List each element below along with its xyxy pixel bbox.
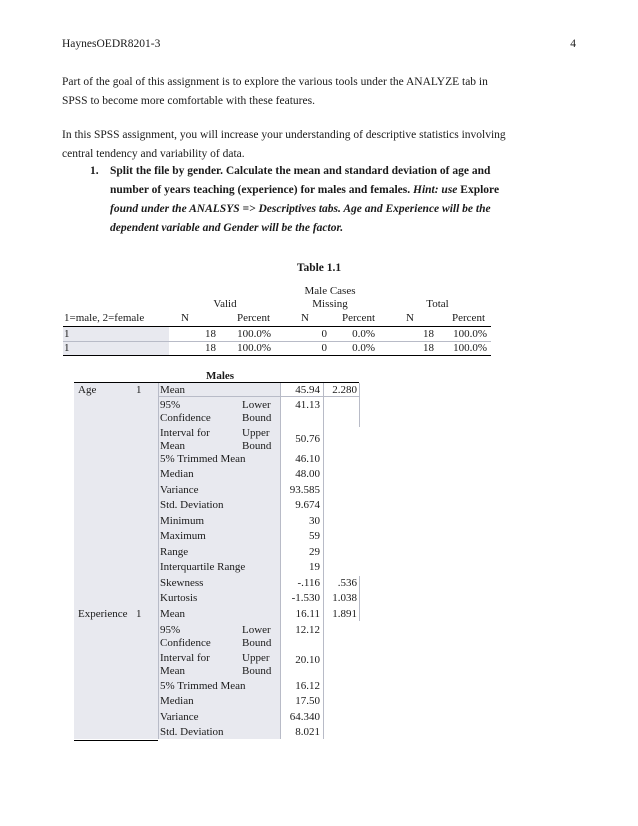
page-number: 4 [570,38,576,50]
cell-value: 100.0% [237,328,271,340]
variable-age: Age [78,384,97,396]
stat-value: 64.340 [289,711,320,723]
ci-upper-label: Bound [242,440,272,452]
cell-value: 18 [423,328,434,340]
intro-line-2: SPSS to become more comfortable with these features. [62,95,315,107]
ci-upper-label: Bound [242,665,272,677]
ci-lower-label: Bound [242,637,272,649]
stat-value: 8.021 [295,726,320,738]
intro-line-1: Part of the goal of this assignment is to explore the various tools under the ANALYZE tab in [62,76,488,88]
column-divider [359,606,360,621]
cell-value: 18 [423,342,434,354]
ci-lower-label: Lower [242,624,271,636]
cell-value: 0 [321,342,327,354]
stat-label: 5% Trimmed Mean [160,680,246,692]
table-top-rule [74,382,359,383]
stat-value: 45.94 [295,384,320,396]
stat-label: Kurtosis [160,592,198,604]
ci-label: Interval for [160,427,210,439]
stat-label: Variance [160,711,199,723]
stat-se: 2.280 [332,384,357,396]
stat-label: Maximum [160,530,206,542]
row-label: 1 [64,342,70,354]
stat-value: 16.11 [295,608,320,620]
stat-value: 48.00 [295,468,320,480]
stat-label: Skewness [160,577,204,589]
ci-label: Mean [160,665,186,677]
cell-value: 0 [321,328,327,340]
group-age: 1 [136,384,142,396]
stat-se: 1.038 [332,592,357,604]
ci-lower-value: 12.12 [295,624,320,636]
subheader-percent: Percent [342,312,375,324]
stat-label: Variance [160,484,199,496]
second-line-2: central tendency and variability of data. [62,148,245,160]
ci-upper-value: 20.10 [295,654,320,666]
hint-line-2-b: tabs. Age and Experience will be the [318,203,491,215]
variable-experience: Experience [78,608,128,620]
ci-lower-label: Bound [242,412,272,424]
stat-label: Median [160,695,194,707]
row-label: 1 [64,328,70,340]
task-line-2: number of years teaching (experience) for males and females. [110,184,411,196]
column-divider [280,383,281,739]
stat-label: Range [160,546,189,558]
cell-value: 18 [205,342,216,354]
stat-value: 59 [309,530,320,542]
stat-mean: Mean [160,608,186,620]
group-total: Total [426,298,449,310]
second-line-1: In this SPSS assignment, you will increase your understanding of descriptive statistics involving [62,129,506,141]
ci-lower-label: Lower [242,399,271,411]
stat-se: .536 [337,577,357,589]
table-caption: Table 1.1 [296,262,342,274]
stat-se: 1.891 [332,608,357,620]
stat-label: Median [160,468,194,480]
subheader-n: N [301,312,309,324]
stat-value: 30 [309,515,320,527]
ci-label: Mean [160,440,186,452]
stat-value: 9.674 [295,499,320,511]
stat-value: 93.585 [289,484,320,496]
column-divider [158,383,159,739]
group-title: Male Cases [304,285,356,297]
ci-label: Confidence [160,412,211,424]
subheader-n: N [181,312,189,324]
stat-value: 16.12 [295,680,320,692]
task-number: 1. [90,165,99,177]
hint-label: Hint: use [413,184,458,196]
ci-label: 95% [160,399,181,411]
males-title: Males [205,370,235,382]
stat-label: Minimum [160,515,205,527]
stat-label: Std. Deviation [160,726,224,738]
ci-upper-label: Upper [242,652,270,664]
ci-upper-value: 50.76 [295,433,320,445]
cell-value: 100.0% [453,342,487,354]
ci-label: 95% [160,624,181,636]
group-experience: 1 [136,608,142,620]
stat-value: 46.10 [295,453,320,465]
task-line-1: Split the file by gender. Calculate the mean and standard deviation of age and [110,165,491,177]
cell-value: 0.0% [352,328,375,340]
stat-label: Std. Deviation [160,499,224,511]
stat-value: 17.50 [295,695,320,707]
stat-value: 19 [309,561,320,573]
variable-column-shade [74,383,158,739]
ci-label: Confidence [160,637,211,649]
stat-label: Interquartile Range [160,561,246,573]
stat-value: 29 [309,546,320,558]
column-divider [323,383,324,739]
row-header: 1=male, 2=female [64,312,145,324]
subheader-n: N [406,312,414,324]
stat-value: -1.530 [291,592,320,604]
subheader-percent: Percent [452,312,485,324]
cell-value: 0.0% [352,342,375,354]
running-head: HaynesOEDR8201-3 [62,38,161,50]
ci-upper-label: Upper [242,427,270,439]
ci-label: Interval for [160,652,210,664]
group-valid: Valid [213,298,237,310]
cell-value: 100.0% [237,342,271,354]
column-divider [359,576,360,606]
cell-value: 100.0% [453,328,487,340]
column-divider [359,383,360,427]
group-missing: Missing [312,298,348,310]
cell-value: 18 [205,328,216,340]
hint-line-2-a: found under the ANALSYS => Descriptives [110,203,316,215]
stat-mean: Mean [160,384,186,396]
hint-line-3: dependent variable and Gender will be the factor. [110,222,344,234]
table-bottom-rule [74,740,158,741]
ci-lower-value: 41.13 [295,399,320,411]
subheader-percent: Percent [237,312,270,324]
stat-label: 5% Trimmed Mean [160,453,246,465]
hint-explore: Explore [460,184,500,196]
stat-value: -.116 [297,577,320,589]
